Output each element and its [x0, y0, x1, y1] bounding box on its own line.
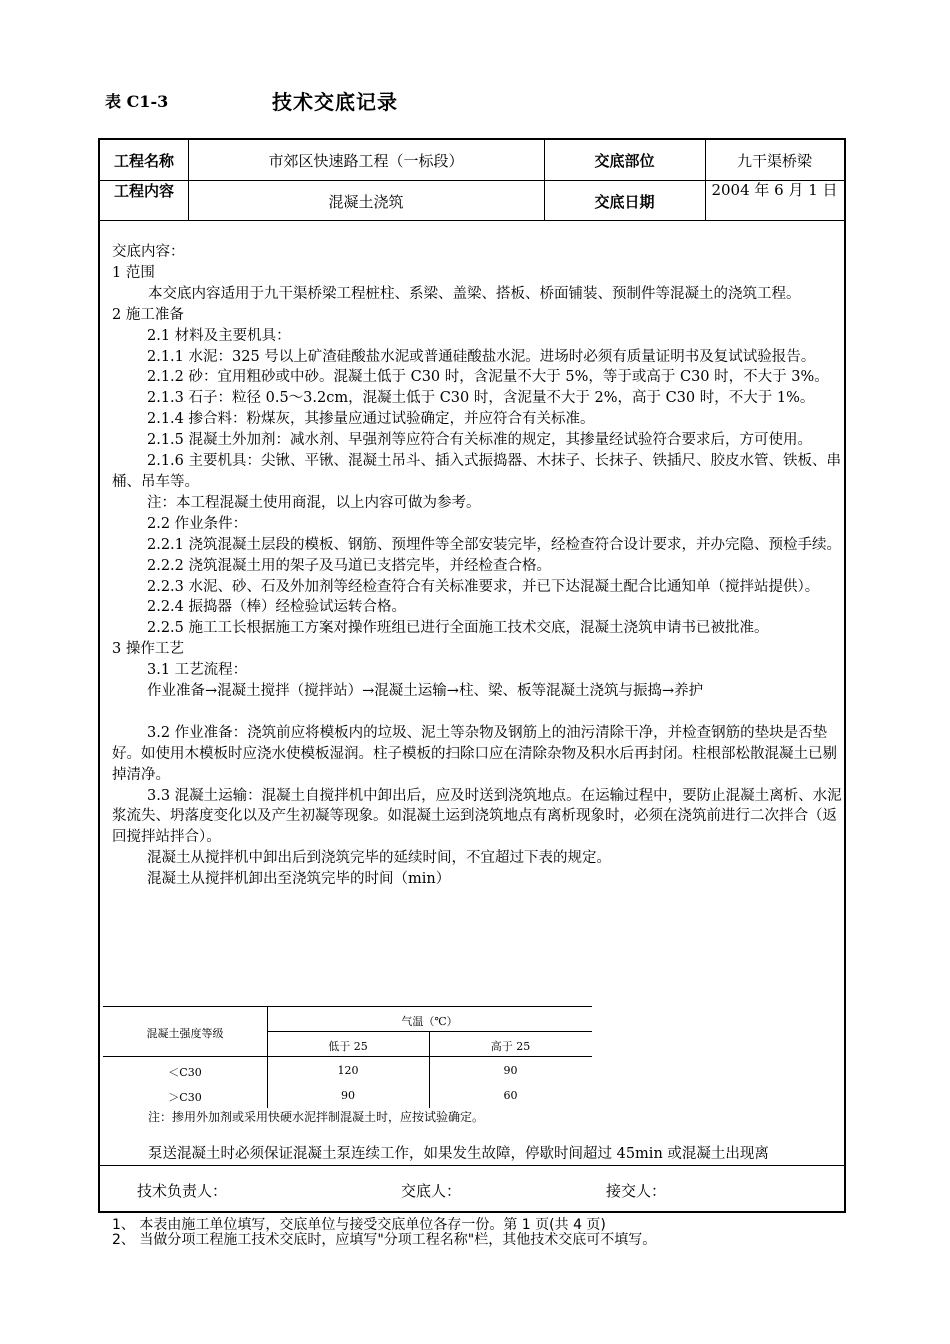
section-2-title: 2 施工准备	[112, 306, 184, 323]
footer-note: 1、 本表由施工单位填写，交底单位与接受交底单位各存一份。第 1 页(共 4 页)	[112, 1217, 606, 1233]
table-header-low: 低于 25	[328, 1040, 368, 1053]
disclosure-content	[112, 242, 842, 890]
table-cell-high: 60	[503, 1089, 518, 1102]
paragraph: 2.1.2 砂：宜用粗砂或中砂。混凝土低于 C30 时，含泥量不大于 5%，等于或高于 C30 时，不大于 3%。	[147, 369, 829, 386]
paragraph: 2.2.1 浇筑混凝土层段的模板、钢筋、预埋件等全部安装完毕，经检查符合设计要求，并办完隐、预检手续。	[147, 536, 841, 553]
table-header-grade: 混凝土强度等级	[146, 1027, 224, 1040]
paragraph: 2.1.5 混凝土外加剂：减水剂、早强剂等应符合有关标准的规定，其掺量经试验符合要求后，方可使用。	[147, 432, 812, 449]
date-label: 交底日期	[594, 193, 655, 211]
paragraph: 2.2.5 施工工长根据施工方案对操作班组已进行全面施工技术交底，混凝土浇筑申请书已被批准。	[147, 620, 769, 637]
section-1-title: 1 范围	[112, 264, 155, 281]
process-flow: 作业准备→混凝土搅拌（搅拌站）→混凝土运输→柱、梁、板等混凝土浇筑与振捣→养护	[147, 683, 704, 700]
content-value: 混凝土浇筑	[328, 193, 404, 211]
paragraph: 2.2.2 浇筑混凝土用的架子及马道已支搭完毕，并经检查合格。	[147, 557, 552, 574]
project-name-value: 市郊区快速路工程（一标段）	[268, 152, 464, 170]
date-value: 2004 年 6 月 1 日	[711, 181, 838, 199]
paragraph: 2.1 材料及主要机具：	[147, 327, 291, 344]
paragraph: 3.1 工艺流程：	[147, 662, 248, 679]
content-heading: 交底内容：	[112, 244, 185, 260]
paragraph: 3.2 作业准备：浇筑前应将模板内的垃圾、泥土等杂物及钢筋上的油污清除干净，并检查钢筋的垫块是否垫好。如使用木模板时应浇水使模板湿润。柱子模板的扫除口应在清除杂物及积水后再封闭。柱根部松散混凝土已剔掉清净。	[112, 724, 837, 783]
table-top-line	[103, 1006, 592, 1007]
paragraph: 2.1.6 主要机具：尖锹、平锹、混凝土吊斗、插入式振捣器、木抹子、长抹子、铁插尺、胶皮水管、铁板、串桶、吊车等。	[112, 453, 841, 490]
section-3-title: 3 操作工艺	[112, 641, 184, 658]
tech-lead-signature-label: 技术负责人：	[137, 1182, 228, 1200]
content-label: 工程内容	[113, 182, 174, 200]
page-title: 技术交底记录	[272, 90, 398, 114]
signature-row-line	[100, 1165, 844, 1166]
receiver-signature-label: 接交人：	[606, 1182, 667, 1200]
paragraph: 2.1.3 石子：粒径 0.5～3.2cm，混凝土低于 C30 时，含泥量不大于 2%，高于 C30 时，不大于 1%。	[147, 390, 815, 407]
table-cell-high: 90	[503, 1064, 518, 1077]
table-caption: 混凝土从搅拌机卸出至浇筑完毕的时间（min）	[147, 871, 451, 888]
paragraph: 泵送混凝土时必须保证混凝土泵连续工作，如果发生故障，停歇时间超过 45min 或混凝土出现离	[148, 1146, 769, 1162]
discloser-signature-label: 交底人：	[401, 1182, 462, 1200]
paragraph: 2.1.1 水泥：325 号以上矿渣硅酸盐水泥或普通硅酸盐水泥。进场时必须有质量证明书及复试试验报告。	[147, 348, 816, 365]
paragraph: 2.2 作业条件：	[147, 515, 248, 532]
paragraph: 2.2.3 水泥、砂、石及外加剂等经检查符合有关标准要求，并已下达混凝土配合比通知单（搅拌站提供）。	[147, 578, 820, 595]
table-cell-grade: ＞C30	[168, 1091, 202, 1104]
time-limit-table	[103, 1006, 592, 1108]
paragraph: 3.3 混凝土运输：混凝土自搅拌机中卸出后，应及时送到浇筑地点。在运输过程中，要防止混凝土离析、水泥浆流失、坍落度变化以及产生初凝等现象。如混凝土运到浇筑地点有离析现象时，必须在浇筑前进行二次拌合（返回搅拌站拌合）。	[112, 787, 842, 846]
location-value: 九干渠桥梁	[736, 152, 812, 170]
table-cell-low: 90	[341, 1089, 355, 1102]
form-number: 表 C1-3	[105, 92, 169, 111]
paragraph: 注：本工程混凝土使用商混，以上内容可做为参考。	[147, 494, 481, 511]
table-header-line	[103, 1056, 592, 1057]
project-name-label: 工程名称	[113, 152, 174, 170]
header-bottom-line	[100, 220, 844, 221]
location-label: 交底部位	[594, 152, 655, 170]
table-cell-low: 120	[337, 1064, 359, 1077]
paragraph: 混凝土从搅拌机中卸出后到浇筑完毕的延续时间，不宜超过下表的规定。	[147, 850, 611, 867]
paragraph: 本交底内容适用于九干渠桥梁工程桩柱、系梁、盖梁、搭板、桥面铺装、预制件等混凝土的浇筑工程。	[148, 285, 801, 302]
footer-note: 2、 当做分项工程施工技术交底时，应填写"分项工程名称"栏，其他技术交底可不填写。	[112, 1232, 657, 1248]
paragraph: 2.2.4 振捣器（棒）经检验试运转合格。	[147, 599, 407, 616]
table-header-temperature: 气温（℃）	[401, 1015, 458, 1028]
table-note: 注：掺用外加剂或采用快硬水泥拌制混凝土时，应按试验确定。	[148, 1110, 485, 1124]
paragraph: 2.1.4 掺合料：粉煤灰，其掺量应通过试验确定，并应符合有关标准。	[147, 411, 595, 428]
table-cell-grade: ＜C30	[168, 1066, 202, 1079]
table-header-high: 高于 25	[490, 1040, 531, 1053]
